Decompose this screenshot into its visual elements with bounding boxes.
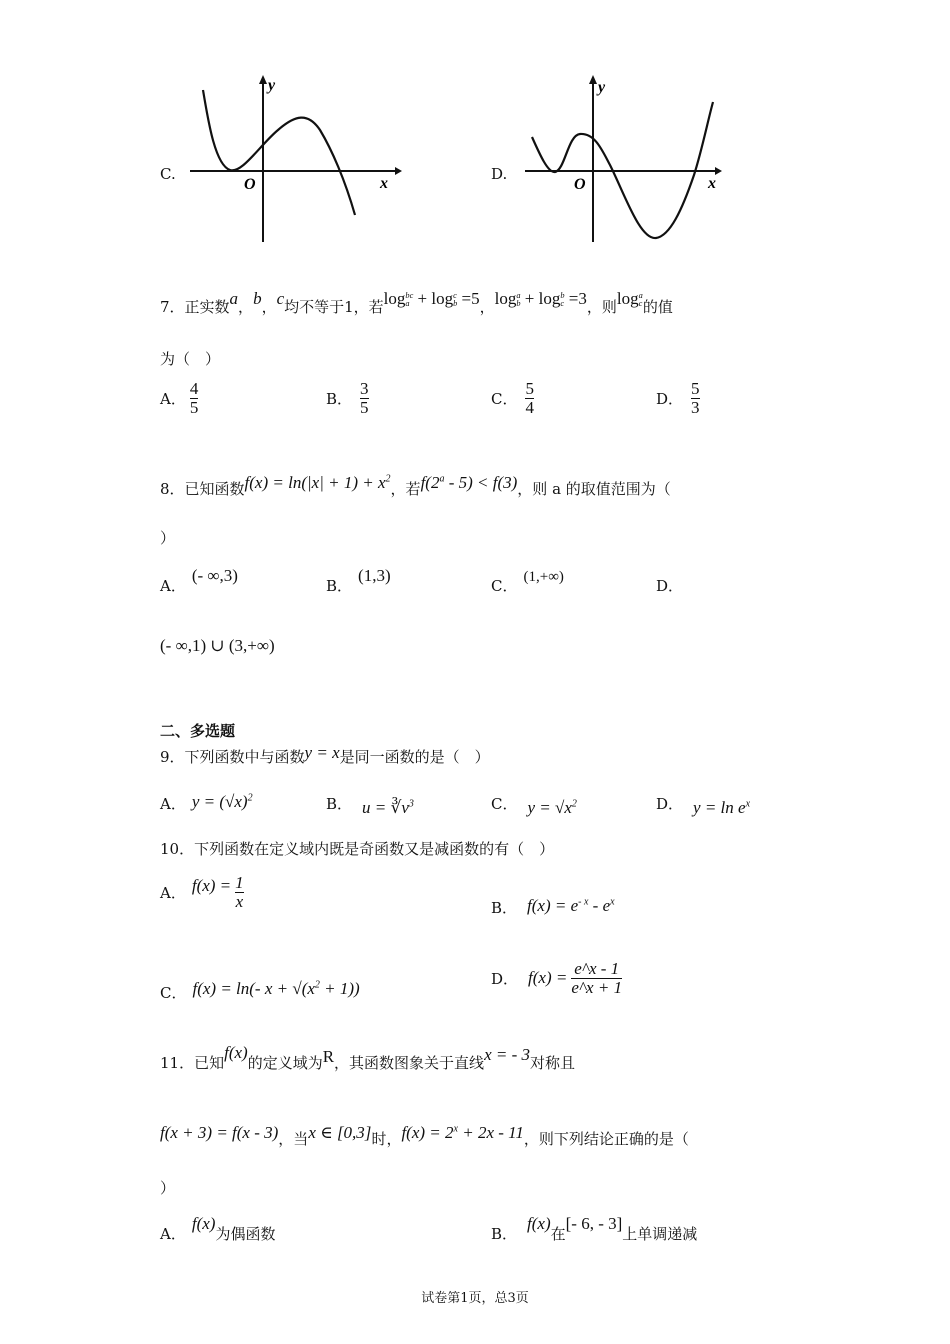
q7-suffix: 的值 (642, 298, 673, 316)
option-text: 为偶函数 (215, 1225, 276, 1243)
sup: a (516, 290, 521, 300)
pre: 在 (550, 1225, 566, 1243)
mid: 的定义域为 (247, 1054, 323, 1072)
lhs: f(x) = (528, 968, 568, 988)
section-title: 二、多选题 (160, 722, 236, 740)
option-value: y = (√x) (191, 792, 248, 811)
numerator: e^x - 1 (574, 959, 620, 978)
cond: f(x + 3) = f(x - 3) (160, 1123, 279, 1142)
option-label: B． (491, 1225, 518, 1243)
option-label: B． (491, 899, 518, 917)
option-label: B． (326, 795, 353, 813)
log: log (538, 289, 561, 308)
option-label: A． (160, 795, 186, 813)
denominator: 5 (360, 397, 369, 417)
ineq-rest: - 5) < f(3) (444, 473, 518, 492)
log: log (616, 289, 639, 308)
option-label: A． (160, 883, 186, 902)
option-label: C． (160, 984, 187, 1002)
option-label: B． (326, 577, 353, 595)
option-label: A． (160, 389, 186, 408)
option-label: A． (160, 1225, 186, 1243)
q10-option-c[interactable] (160, 979, 360, 1003)
q9-suffix: 是同一函数的是（ ） (339, 748, 490, 766)
sup: b (560, 290, 565, 300)
denominator: 3 (691, 397, 700, 417)
mid: - e (588, 896, 611, 915)
q7-option-a[interactable] (160, 380, 198, 417)
option-label: C． (491, 577, 518, 595)
var-c: c (276, 289, 285, 308)
option-label: C． (491, 389, 518, 408)
origin-label: O (244, 176, 256, 193)
q8-func (245, 473, 391, 492)
q7-eq3 (617, 289, 643, 308)
q9-option-a[interactable] (160, 793, 253, 814)
option-value: (- ∞,3) (191, 566, 238, 585)
fraction (360, 380, 369, 417)
q7-option-c[interactable] (491, 380, 534, 417)
func-text: f(x) = ln(|x| + 1) + x (244, 473, 386, 492)
plus: + (524, 289, 535, 308)
option-value: f(x) = e (527, 896, 579, 915)
fraction (525, 380, 534, 417)
fdef: f(x) = 2 (401, 1123, 454, 1142)
sub: b (453, 299, 458, 309)
y-label: y (268, 77, 276, 94)
x-label: x (708, 175, 716, 192)
q7-line1 (160, 289, 673, 317)
sep: ， (261, 298, 277, 316)
origin-label: O (574, 176, 586, 193)
q8-option-b[interactable] (326, 566, 391, 596)
q10-option-b[interactable] (491, 897, 615, 918)
q8-mid: ，若 (390, 480, 421, 498)
q9-expr: y = x (304, 743, 340, 762)
graph-c (180, 70, 410, 255)
q9-option-b[interactable] (326, 793, 414, 817)
at: 时， (371, 1130, 402, 1148)
option-label: D． (656, 389, 684, 408)
curve-c (203, 90, 355, 215)
exp: 2 (247, 792, 253, 804)
q11-option-a[interactable] (160, 1214, 276, 1244)
R: R (322, 1047, 335, 1066)
q8-suffix: ，则 a 的取值范围为（ (517, 480, 671, 498)
q11-line3: ） (160, 1179, 176, 1197)
option-value: (1,3) (358, 566, 391, 585)
denominator: 5 (189, 397, 199, 417)
suffix: 对称且 (530, 1054, 576, 1072)
option-label: D． (656, 577, 684, 595)
exp: - x (578, 896, 589, 908)
q8-option-d-value: (- ∞,1) ∪ (3,+∞) (160, 636, 275, 655)
q9-prefix: 9．下列函数中与函数 (160, 748, 305, 766)
when: ，当 (278, 1130, 309, 1148)
log: log (494, 289, 517, 308)
numerator: 5 (525, 379, 534, 398)
exp: x (745, 798, 751, 810)
log: log (383, 289, 406, 308)
option-value: y = √x (527, 798, 572, 817)
exp: 3 (408, 798, 414, 810)
option-label: A． (160, 577, 186, 595)
var-b: b (253, 289, 262, 308)
sub: b (516, 299, 521, 309)
q7-mid: 均不等于1，若 (284, 298, 384, 316)
q11-line2 (160, 1123, 689, 1149)
fraction (571, 960, 622, 997)
q7-option-d[interactable] (656, 380, 700, 417)
exp: 2 (314, 979, 320, 991)
option-label: B． (326, 389, 353, 408)
suffix: ，则下列结论正确的是（ (523, 1130, 689, 1148)
graph-d (510, 70, 740, 255)
exp: x (610, 896, 615, 908)
exp: 2 (385, 473, 391, 485)
sub: c (638, 299, 643, 309)
graph-c-label: C. (160, 165, 176, 183)
q10-option-a[interactable] (160, 874, 244, 911)
q7-prefix: 7．正实数 (160, 298, 230, 316)
fx: f(x) (224, 1043, 248, 1062)
denominator: x (235, 891, 244, 911)
x-axis-arrow (395, 167, 402, 175)
y-label: y (598, 79, 606, 96)
sub: c (560, 299, 565, 309)
sup: a (638, 290, 643, 300)
q8-ineq (421, 473, 518, 492)
rhs: =3 (568, 289, 587, 308)
fx: f(x) (191, 1214, 216, 1233)
fx: f(x) (527, 1214, 551, 1233)
q8-option-a[interactable] (160, 566, 238, 596)
q9-line1 (160, 743, 490, 767)
sub: a (405, 299, 410, 309)
fdef-tail: + 2x - 11 (457, 1123, 524, 1142)
x-axis-arrow (715, 167, 722, 175)
numerator: 1 (235, 873, 244, 892)
q11-line1 (160, 1043, 576, 1073)
option-value: y = ln e (693, 798, 746, 817)
q11-option-b[interactable] (491, 1214, 698, 1244)
ineq-f: f(2 (420, 473, 440, 492)
exp: a (439, 473, 445, 485)
q7-eq1 (384, 289, 480, 308)
sep: ， (238, 298, 254, 316)
q8-line2: ） (160, 529, 176, 547)
q8-option-c[interactable] (491, 569, 564, 596)
option-value: (1,+∞) (523, 569, 564, 585)
q11-prefix: 11．已知 (160, 1054, 225, 1072)
q7-line2: 为（ ） (160, 350, 221, 368)
denominator: 4 (525, 397, 534, 417)
q8-line1 (160, 473, 671, 499)
q7-eq2 (495, 289, 587, 308)
y-axis-arrow (259, 75, 267, 84)
rhs: =5 (461, 289, 480, 308)
q7-then: ，则 (586, 298, 617, 316)
exp: x (453, 1123, 458, 1135)
denominator: e^x + 1 (571, 977, 623, 997)
graph-d-label: D. (491, 165, 508, 183)
domain: x ∈ [0,3] (308, 1123, 372, 1142)
q7-option-b[interactable] (326, 380, 369, 417)
fraction (691, 380, 700, 417)
sup: bc (405, 290, 414, 300)
q10-option-d[interactable] (491, 960, 622, 997)
mid: ，其函数图象关于直线 (334, 1054, 485, 1072)
interval: [- 6, - 3] (565, 1214, 623, 1233)
y-axis-arrow (589, 75, 597, 84)
tail: + 1)) (319, 979, 360, 998)
option-label: D． (656, 795, 684, 813)
option-text: 上单调递减 (622, 1225, 698, 1243)
q10-text: 10．下列函数在定义域内既是奇函数又是减函数的有（ ） (160, 840, 555, 858)
x-label: x (380, 175, 388, 192)
option-value: u = ∛v (362, 798, 409, 817)
line-eq: x = - 3 (484, 1045, 530, 1064)
fraction (235, 874, 244, 911)
log: log (431, 289, 454, 308)
option-label: C． (491, 795, 518, 813)
numerator: 4 (189, 379, 199, 398)
exp: 2 (571, 798, 577, 810)
var-a: a (229, 289, 239, 308)
sup: c (453, 290, 457, 300)
lhs: f(x) = (191, 876, 232, 896)
fraction (190, 380, 199, 417)
numerator: 5 (691, 379, 700, 398)
option-label: D． (491, 969, 519, 988)
q8-option-d[interactable] (656, 575, 683, 596)
numerator: 3 (360, 379, 369, 398)
option-value: f(x) = ln(- x + √(x (192, 979, 315, 998)
q8-prefix: 8．已知函数 (160, 480, 245, 498)
q9-option-c[interactable] (491, 793, 577, 817)
page-footer: 试卷第1页，总3页 (421, 1291, 529, 1306)
q9-option-d[interactable] (656, 793, 751, 817)
plus: + (417, 289, 428, 308)
sep: ， (479, 298, 495, 316)
